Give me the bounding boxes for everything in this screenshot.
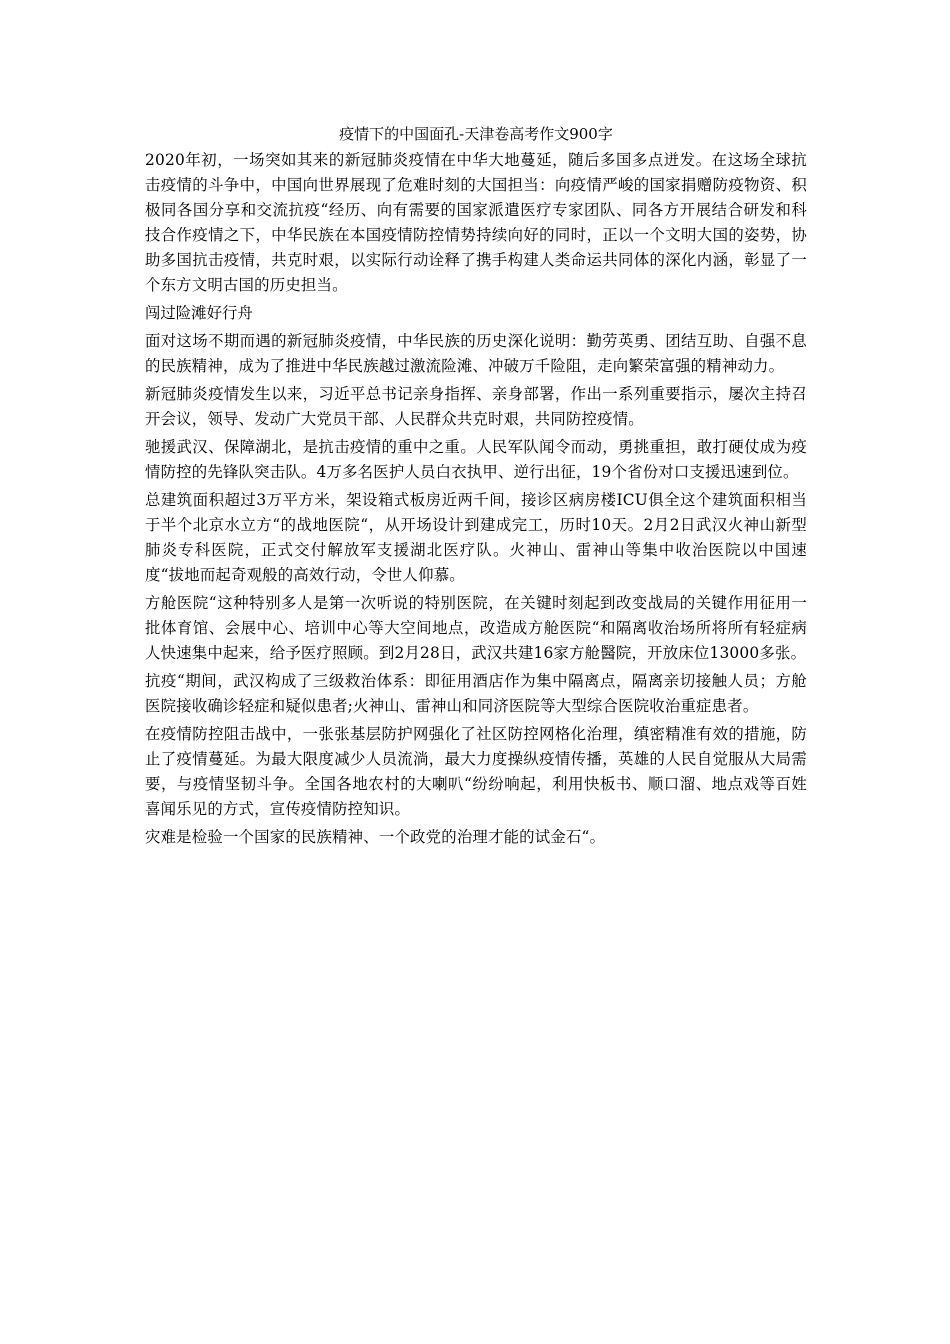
document-page xyxy=(145,124,807,853)
paragraph-intro: 2020年初，一场突如其来的新冠肺炎疫情在中华大地蔓延，随后多国多点迸发。在这场全球抗击疫情的斗争中，中国向世界展现了危难时刻的大国担当：向疫情严峻的国家捐赠防疫物资、积极同各国分享和交流抗疫“经历、向有需要的国家派遣医疗专家团队、同各方开展结合研发和科技合作疫情之下，中华民族在本国疫情防控情势持续向好的同时，正以一个文明大国的姿势，协助多国抗击疫情，共克时艰，以实际行动诠释了携手构建人类命运共同体的深化内涵，彰显了一个东方文明古国的历史担当。 xyxy=(145,151,807,294)
paragraph: 方舱医院“这种特别多人是第一次听说的特别医院，在关键时刻起到改变战局的关键作用征用一批体育馆、会展中心、培训中心等大空间地点，改造成方舱医院“和隔离收治场所将所有轻症病人快速集中起来，给予医疗照顾。到2月28日，武汉共建16家方舱醫院，开放床位13000多张。 xyxy=(145,594,807,662)
paragraph-closing: 灾难是检验一个国家的民族精神、一个政党的治理才能的试金石“。 xyxy=(145,828,606,846)
paragraph: 驰援武汉、保障湖北，是抗击疫情的重中之重。人民军队闻令而动，勇挑重担，敢打硬仗成为疫情防控的先锋队突击队。4万多名医护人员白衣执甲、逆行出征，19个省份对口支援迅速到位。 xyxy=(145,438,807,481)
section-heading: 闯过险滩好行舟 xyxy=(145,304,253,322)
paragraph: 抗疫“期间，武汉构成了三级救治体系：即征用酒店作为集中隔离点，隔离亲切接触人员；方舱医院接收确诊轻症和疑似患者;火神山、雷神山和同济医院等大型综合医院收治重症患者。 xyxy=(145,672,807,715)
paragraph: 在疫情防控阻击战中，一张张基层防护网强化了社区防控网格化治理，缜密精准有效的措施，防止了疫情蔓延。为最大限度减少人员流淌，最大力度操纵疫情传播，英雄的人民自觉服从大局需要，与疫情坚韧斗争。全国各地农村的大喇叭“纷纷响起，利用快板书、顺口溜、地点戏等百姓喜闻乐见的方式，宣传疫情防控知识。 xyxy=(145,725,807,818)
paragraph: 新冠肺炎疫情发生以来，习近平总书记亲身指挥、亲身部署，作出一系列重要指示，屡次主持召开会议，领导、发动广大党员干部、人民群众共克时艰，共同防控疫情。 xyxy=(145,385,807,428)
document-title: 疫情下的中国面孔-天津卷高考作文900字 xyxy=(339,125,613,143)
paragraph: 面对这场不期而遇的新冠肺炎疫情，中华民族的历史深化说明：勤劳英勇、团结互助、自强不息的民族精神，成为了推进中华民族越过激流险滩、冲破万千险阻，走向繁荣富强的精神动力。 xyxy=(145,332,807,375)
paragraph: 总建筑面积超过3万平方米，架设箱式板房近两千间，接诊区病房楼ICU俱全这个建筑面积相当于半个北京水立方“的战地医院“，从开场设计到建成完工，历时10天。2月2日武汉火神山新型肺炎专科医院，正式交付解放军支援湖北医疗队。火神山、雷神山等集中收治医院以中国速度“拔地而起奇观般的高效行动，令世人仰慕。 xyxy=(145,491,807,584)
